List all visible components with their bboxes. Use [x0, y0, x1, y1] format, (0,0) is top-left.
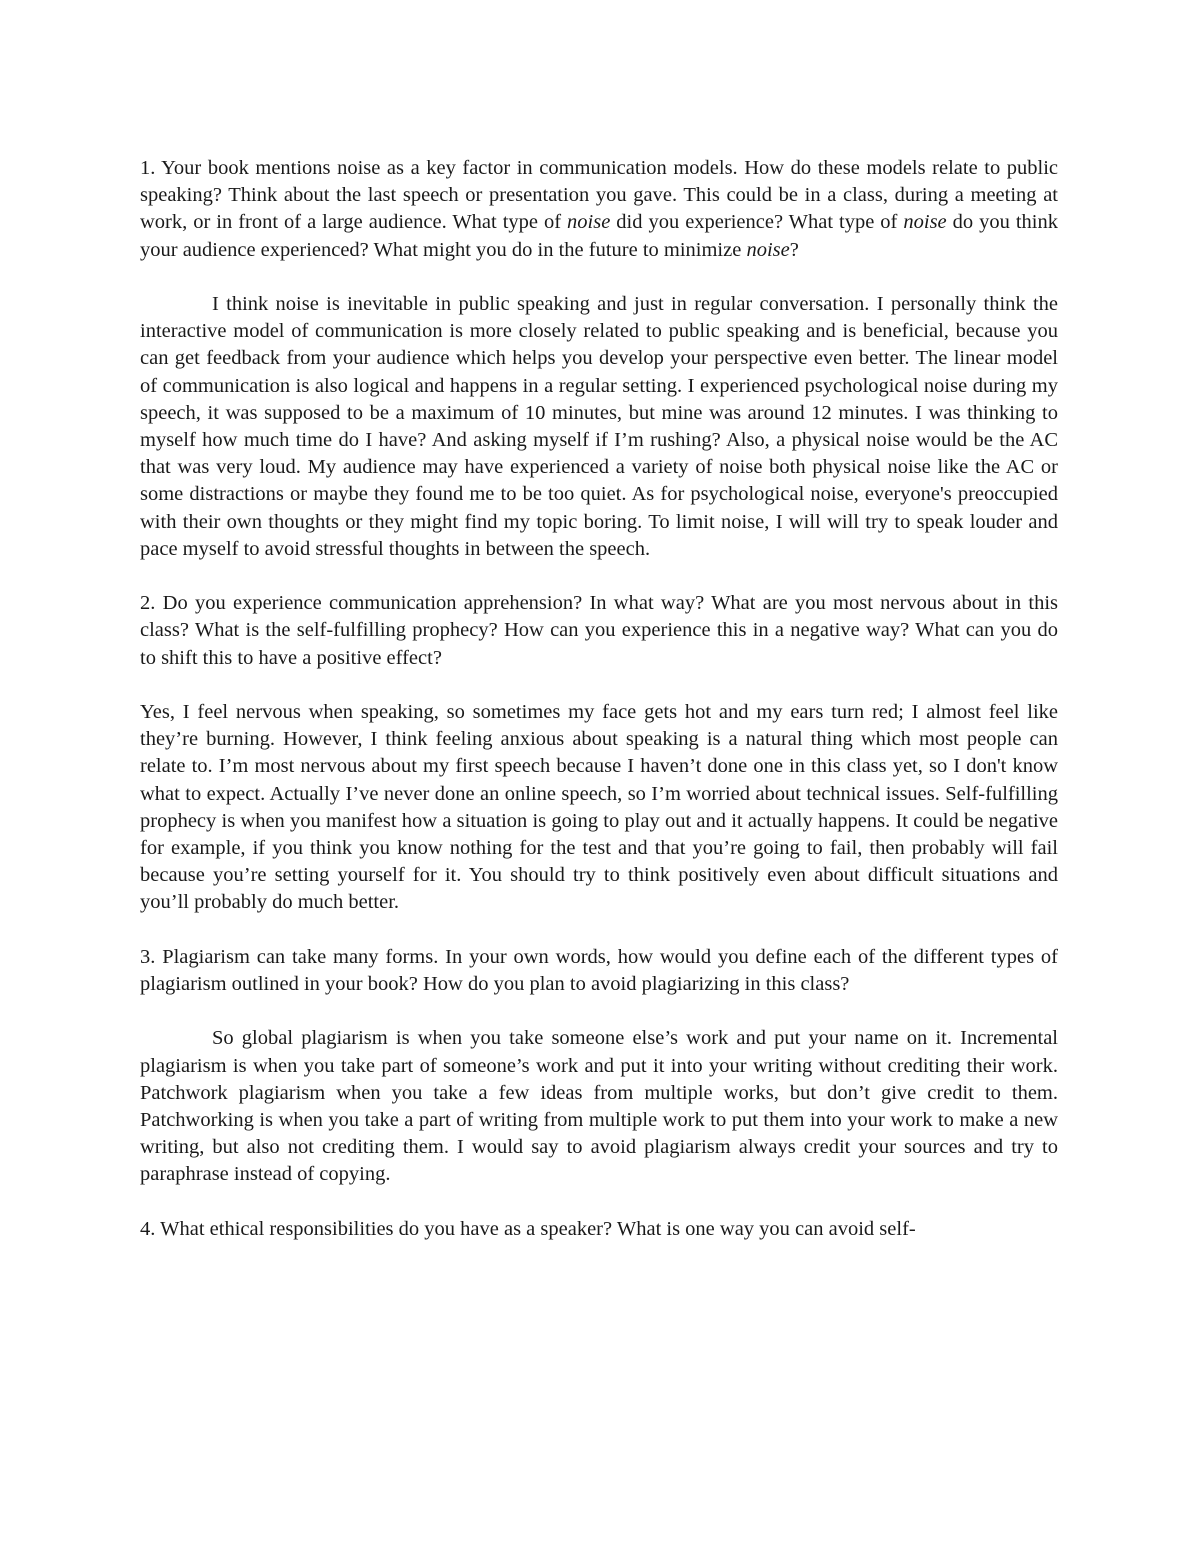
answer-2: Yes, I feel nervous when speaking, so sometimes my face gets hot and my ears turn red; I almost feel like they’re burning. However, I think feeling anxious about speaking is a natural thing which most people can relate to. I’m most nervous about my first speech because I haven’t done one in this class yet, so I don't know what to expect. Actually I’ve never done an online speech, so I’m worried about technical issues. Self-fulfilling prophecy is when you manifest how a situation is going to play out and it actually happens. It could be negative for example, if you think you know nothing for the test and that you’re going to fail, then probably will fail because you’re setting yourself for it. You should try to think positively even about difficult situations and you’ll probably do much better.: [140, 701, 1058, 914]
question-3: 3. Plagiarism can take many forms. In your own words, how would you define each of the different types of plagiarism outlined in your book? How do you plan to avoid plagiarizing in this class?: [140, 945, 1058, 996]
answer-3: So global plagiarism is when you take someone else’s work and put your name on it. Incremental plagiarism is when you take part of someone’s work and put it into your writing without crediting their work. Patchwork plagiarism when you take a few ideas from multiple works, but don’t give credit to them. Patchworking is when you take a part of writing from multiple work to put them into your work to make a new writing, but also not crediting them. I would say to avoid plagiarism always credit your sources and try to paraphrase instead of copying.: [140, 1027, 1058, 1186]
question-4: 4. What ethical responsibilities do you have as a speaker? What is one way you can avoid self-: [140, 1217, 916, 1240]
question-2: 2. Do you experience communication apprehension? In what way? What are you most nervous about in this class? What is the self-fulfilling prophecy? How can you experience this in a negative way? What can you do to shift this to have a positive effect?: [140, 592, 1058, 669]
question-1: 1. Your book mentions noise as a key factor in communication models. How do these models relate to public speaking? Think about the last speech or presentation you gave. This could be in a class, during a meeting at work, or in front of a large audience. What type of noise did you experience? What type of noise do you think your audience experienced? What might you do in the future to minimize noise?: [140, 157, 1058, 261]
noise-emphasis: noise: [746, 238, 790, 261]
document-page: [140, 155, 1058, 1243]
noise-emphasis: noise: [567, 211, 611, 234]
noise-emphasis: noise: [903, 211, 947, 234]
answer-1: I think noise is inevitable in public speaking and just in regular conversation. I personally think the interactive model of communication is more closely related to public speaking and is beneficial, because you can get feedback from your audience which helps you develop your perspective even better. The linear model of communication is also logical and happens in a regular setting. I experienced psychological noise during my speech, it was supposed to be a maximum of 10 minutes, but mine was around 12 minutes. I was thinking to myself how much time do I have? And asking myself if I’m rushing? Also, a physical noise would be the AC that was very loud. My audience may have experienced a variety of noise both physical noise like the AC or some distractions or maybe they found me to be too quiet. As for psychological noise, everyone's preoccupied with their own thoughts or they might find my topic boring. To limit noise, I will will try to speak louder and pace myself to avoid stressful thoughts in between the speech.: [140, 293, 1058, 560]
